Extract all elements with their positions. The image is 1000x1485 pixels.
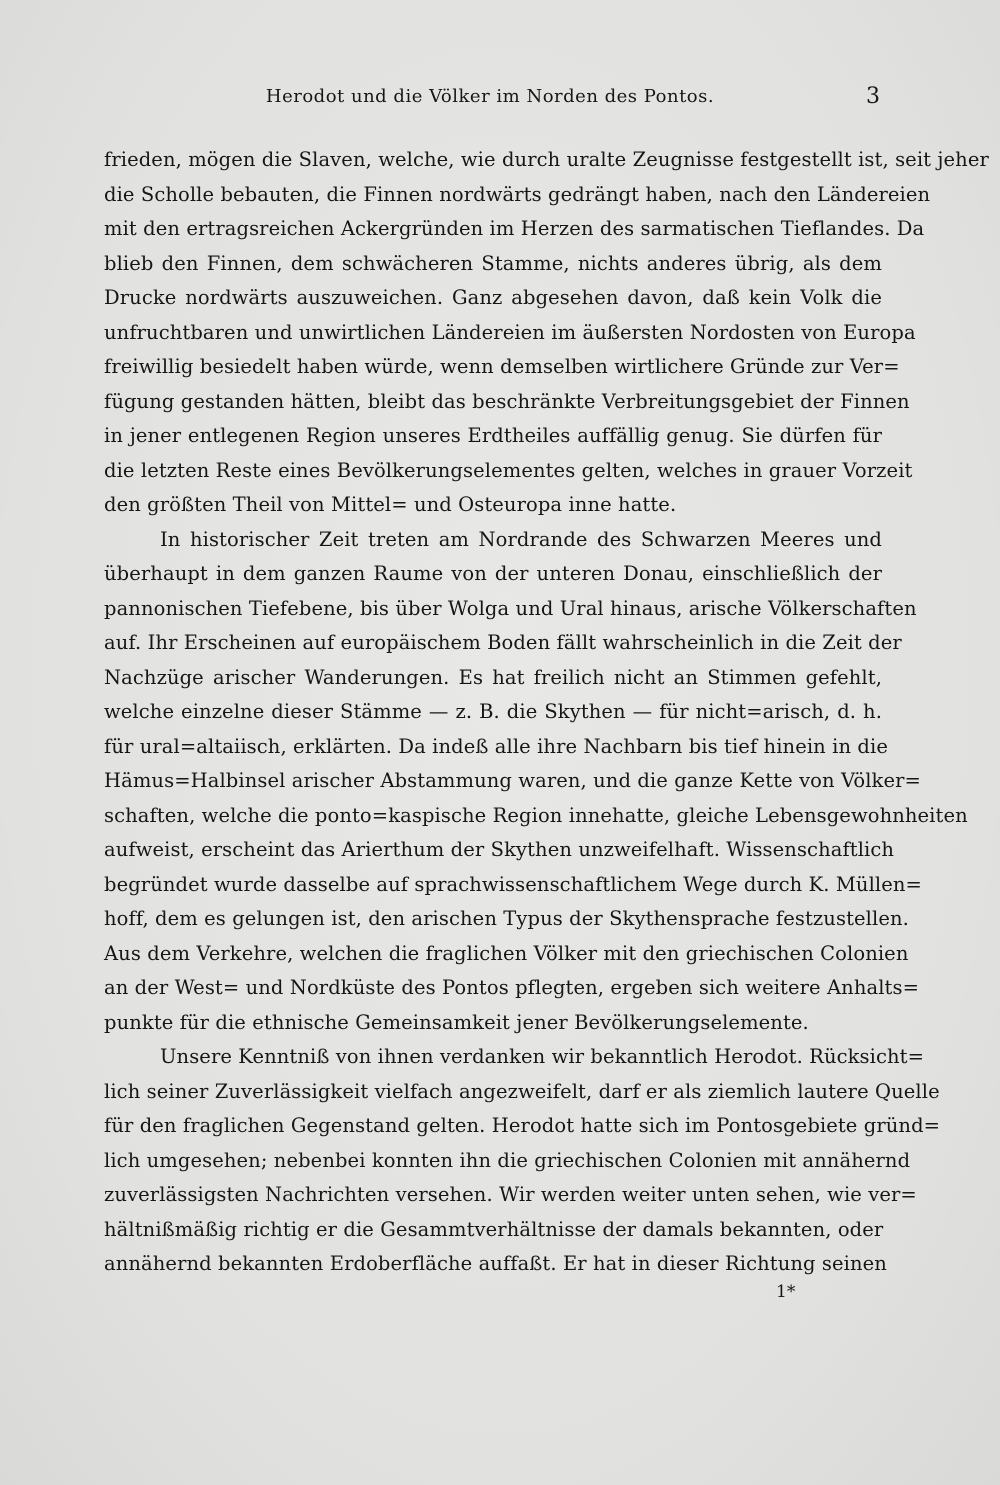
text-line: frieden, mögen die Slaven, welche, wie durch uralte Zeugnisse festgestellt ist, seit jeher — [104, 148, 989, 171]
paragraph-end-line: punkte für die ethnische Gemeinsamkeit jener Bevölkerungselemente. — [104, 1010, 809, 1034]
text-line: für den fraglichen Gegenstand gelten. Herodot hatte sich im Pontosgebiete gründ= — [104, 1114, 941, 1137]
text-line: die Scholle bebauten, die Finnen nordwärts gedrängt haben, nach den Ländereien — [104, 182, 931, 206]
text-line: lich umgesehen; nebenbei konnten ihn die griechischen Colonien mit annähernd — [104, 1148, 911, 1172]
text-line: pannonischen Tiefebene, bis über Wolga und Ural hinaus, arische Völkerschaften — [104, 596, 917, 620]
text-line: Nachzüge arischer Wanderungen. Es hat freilich nicht an Stimmen gefehlt, — [104, 665, 882, 689]
text-line: zuverlässigsten Nachrichten versehen. Wir werden weiter unten sehen, wie ver= — [104, 1183, 917, 1206]
text-line: in jener entlegenen Region unseres Erdtheiles auffällig genug. Sie dürfen für — [104, 424, 882, 447]
text-line: hältnißmäßig richtig er die Gesammtverhältnisse der damals bekannten, oder — [104, 1217, 884, 1241]
printer-signature-mark: 1* — [776, 1282, 796, 1302]
text-line: fügung gestanden hätten, bleibt das beschränkte Verbreitungsgebiet der Finnen — [104, 389, 910, 413]
text-line: annähernd bekannten Erdoberfläche auffaßt. Er hat in dieser Richtung seinen — [104, 1252, 887, 1275]
text-line: auf. Ihr Erscheinen auf europäischem Boden fällt wahrscheinlich in die Zeit der — [104, 631, 902, 654]
text-line: freiwillig besiedelt haben würde, wenn demselben wirtlichere Gründe zur Ver= — [104, 355, 900, 378]
paragraph-start-line: Unsere Kenntniß von ihnen verdanken wir bekanntlich Herodot. Rücksicht= — [160, 1045, 925, 1068]
text-line: schaften, welche die ponto=kaspische Region innehatte, gleiche Lebensgewohnheiten — [104, 803, 968, 827]
running-head — [100, 86, 880, 116]
running-head-title: Herodot und die Völker im Norden des Pontos. — [265, 86, 715, 107]
text-line: die letzten Reste eines Bevölkerungselementes gelten, welches in grauer Vorzeit — [104, 458, 913, 482]
text-line: lich seiner Zuverlässigkeit vielfach angezweifelt, darf er als ziemlich lautere Quelle — [104, 1079, 940, 1103]
body-text — [104, 143, 989, 1282]
page-number: 3 — [866, 84, 880, 109]
text-line: mit den ertragsreichen Ackergründen im Herzen des sarmatischen Tieflandes. Da — [104, 217, 925, 240]
text-line: aufweist, erscheint das Arierthum der Skythen unzweifelhaft. Wissenschaftlich — [104, 838, 895, 861]
text-line: Hämus=Halbinsel arischer Abstammung waren, und die ganze Kette von Völker= — [104, 769, 921, 792]
text-line: begründet wurde dasselbe auf sprachwissenschaftlichem Wege durch K. Müllen= — [104, 872, 922, 896]
text-line: an der West= und Nordküste des Pontos pflegten, ergeben sich weitere Anhalts= — [104, 976, 920, 999]
text-line: welche einzelne dieser Stämme — z. B. die Skythen — für nicht=arisch, d. h. — [104, 700, 882, 723]
text-line: hoff, dem es gelungen ist, den arischen Typus der Skythensprache festzustellen. — [104, 907, 909, 930]
paragraph-start-line: In historischer Zeit treten am Nordrande des Schwarzen Meeres und — [160, 527, 882, 551]
text-line: Drucke nordwärts auszuweichen. Ganz abgesehen davon, daß kein Volk die — [104, 286, 882, 309]
text-line: unfruchtbaren und unwirtlichen Ländereien im äußersten Nordosten von Europa — [104, 320, 916, 344]
text-line: für ural=altaiisch, erklärten. Da indeß alle ihre Nachbarn bis tief hinein in die — [104, 734, 888, 758]
text-line: blieb den Finnen, dem schwächeren Stamme, nichts anderes übrig, als dem — [104, 251, 882, 275]
paragraph-end-line: den größten Theil von Mittel= und Osteuropa inne hatte. — [104, 493, 677, 516]
text-line: Aus dem Verkehre, welchen die fraglichen Völker mit den griechischen Colonien — [104, 941, 909, 965]
text-line: überhaupt in dem ganzen Raume von der unteren Donau, einschließlich der — [104, 562, 882, 585]
